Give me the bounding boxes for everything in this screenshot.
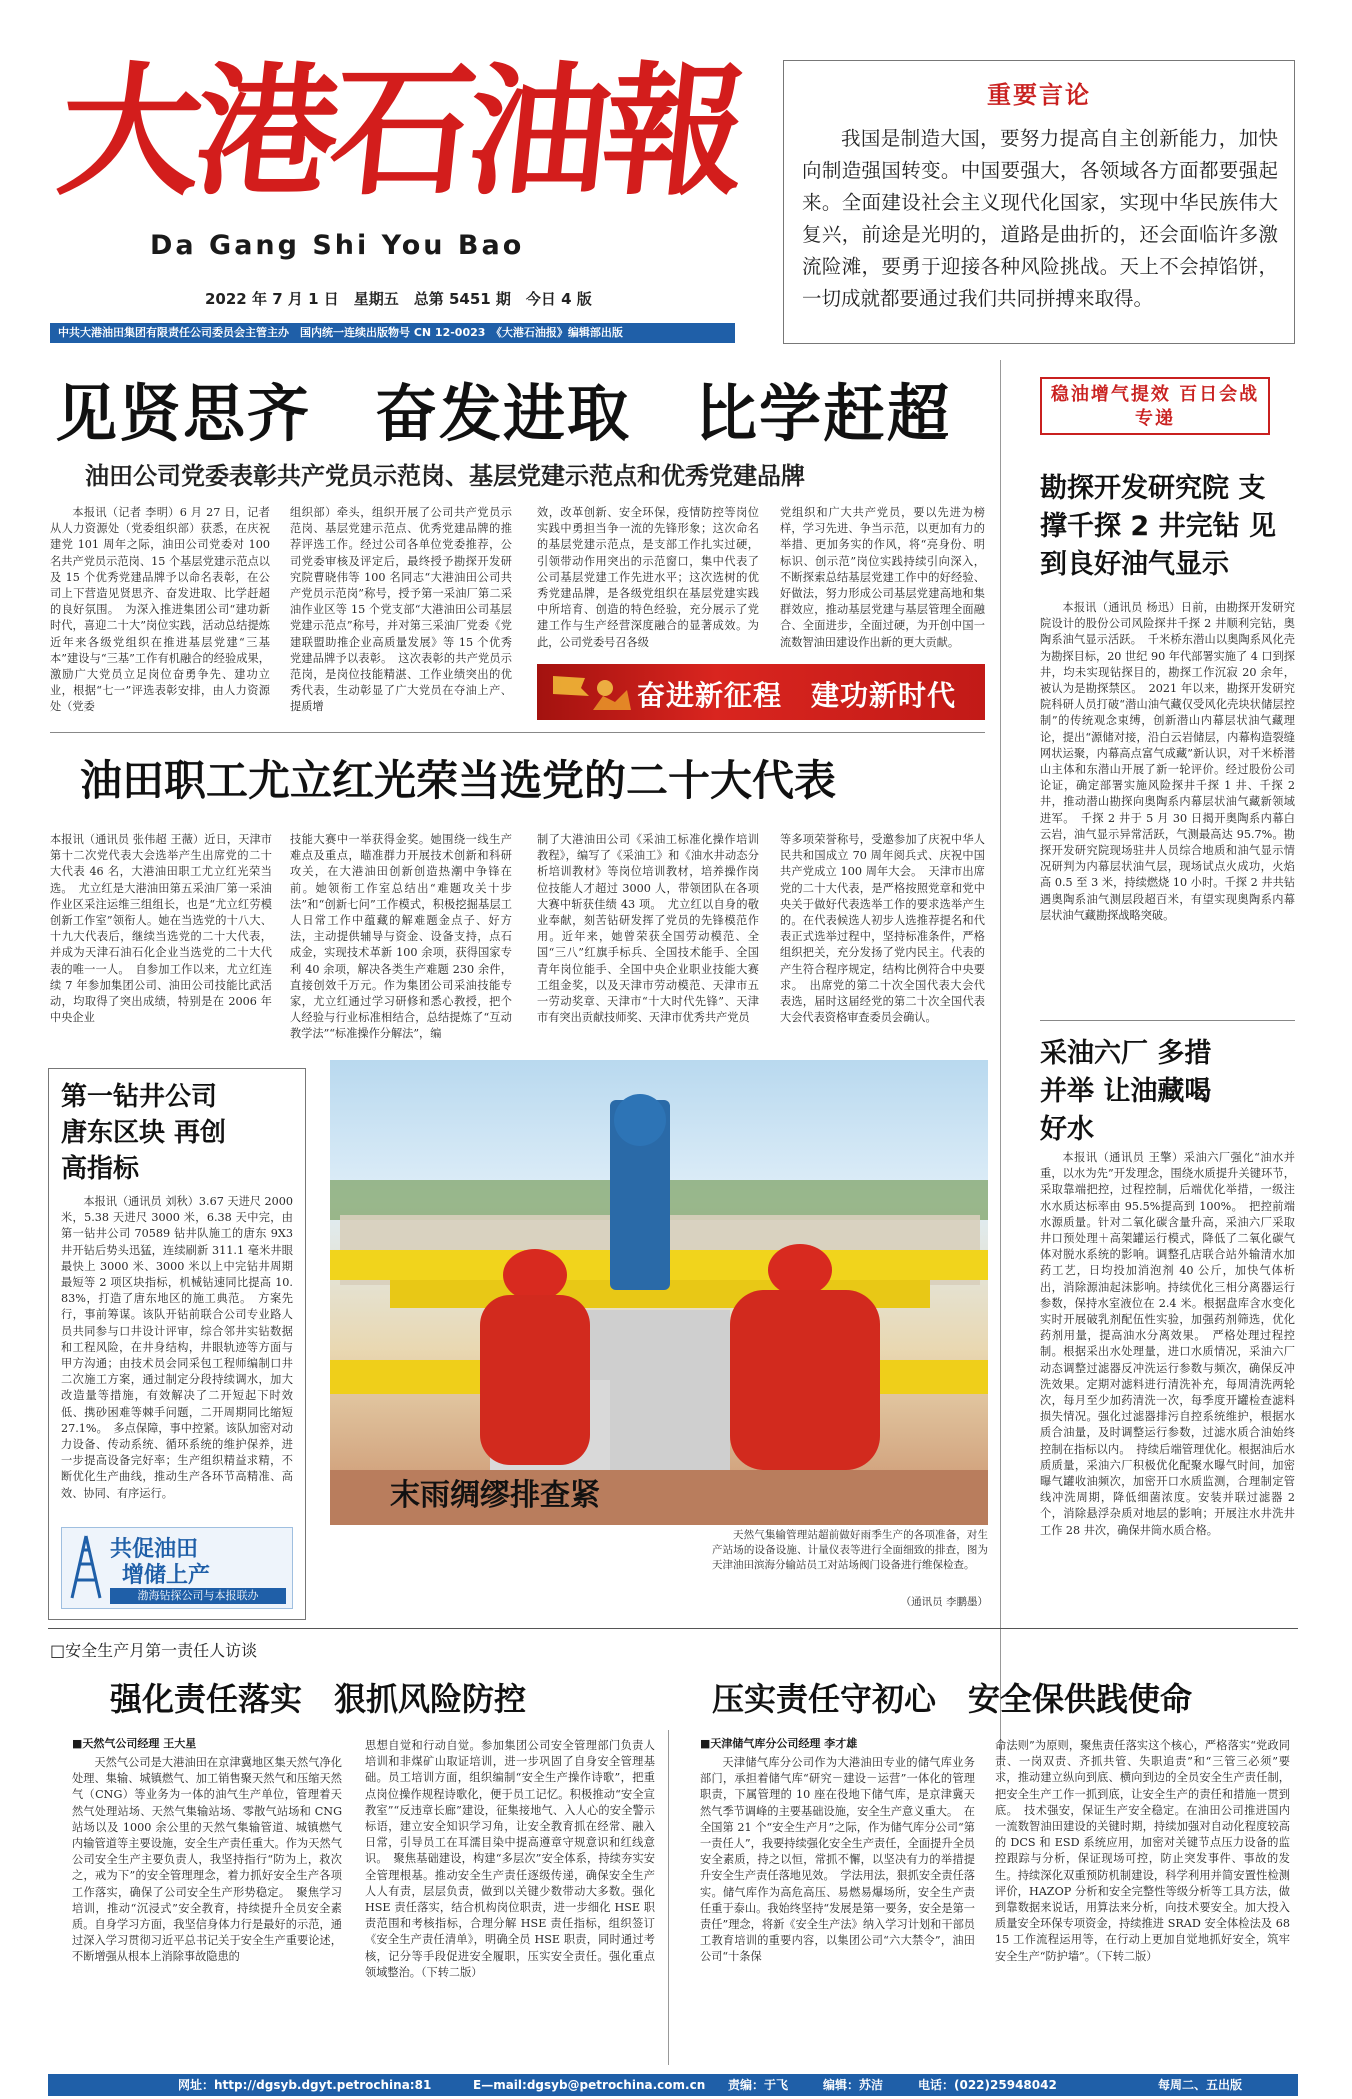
divider [48, 1628, 1298, 1629]
side1-body: 本报讯（通讯员 杨迅）日前，由勘探开发研究院设计的股份公司风险探井千探 2 井顺利完钻，奥陶系油气显示活跃。 千米桥东潜山以奥陶系风化壳为勘探目标，20 世纪 90 年代部署实施了 4 口到探井，均未实现钻探目的，勘探工作沉寂 20 余年，被认为是勘探禁区。 2021 年以来，勘探开发研究院科研人员打破“潜山油气藏仅受风化壳块状储层控制”的传统观念束缚，创新潜山内幕层状油气藏理论，提出“源储对接，沿白云岩储层，内幕构造裂缝网状运聚，内幕高点富气成藏”新认识，对千米桥潜山主体和东潜山开展了新一轮评价。经过股份公司论证，确定部署实施风险探井千探 1 井、千探 2 井，推动潜山勘探向奥陶系内幕层状油气藏新领域进军。 千探 2 井于 5 月 30 日揭开奥陶系内幕白云岩，油气显示异常活跃，气测最高达 95.7%。勘探开发研究院现场驻井人员综合地质和油气显示情况研判为内幕层状油气层，现场试点火成功，火焰高 0.5 至 3 米，持续燃烧 10 小时。千探 2 井共钻遇奥陶系油气测层段超百米，有望实现奥陶系内幕层状油气藏勘探战略突破。 [1040, 601, 1295, 922]
dateline: 2022 年 7 月 1 日 星期五 总第 5451 期 今日 4 版 [205, 290, 592, 308]
footer-schedule: 每周二、五出版 [1158, 2078, 1243, 2092]
drill-box [48, 1068, 306, 1620]
delegate-col-2: 技能大赛中一举获得金奖。她围绕一线生产难点及重点，瞄准群力开展技术创新和科研攻关，在大港油田创新创造热潮中争锋在前。她领衔工作室总结出“难题攻关十步法”和“创新七问”工作模式，积极挖掘基层工人日常工作中蕴藏的解难题金点子、好方法，主动提供辅导与资金、设备支持，点石成金，实现技术革新 100 余项，获得国家专利 40 余项，解决各类生产难题 230 余件，直接创效千万元。作为集团公司采油技能专家，尤立红通过学习研修和悉心教授，把个人经验与行业标准相结合，总结提炼了“互动教学法”“标准操作分解法”，编 [290, 833, 512, 1041]
safety-right-col-2: 命法则”为原则，聚焦责任落实这个核心，严格落实“党政同责、一岗双责、齐抓共管、失职追责”和“三管三必须”要求，推动建立纵向到底、横向到边的全员安全生产责任制，把安全生产工作一抓到底，让安全生产的责任和措施一贯到底。 技术强安，保证生产安全稳定。在油田公司推进国内一流数智油田建设的关键时期，持续加强对自动化程度较高的 DCS 和 ESD 系统应用，加密对关键节点压力设备的监控跟踪与分析，保证现场可控，防止突发事件、事故的发生。持续深化双重预防机制建设，科学利用并简安置性检测评价，HAZOP 分析和安全完整性等级分析等工具方法，做到靠数据来说话，用算法来分析，向技术要安全。加大投入质量安全环保专项资金，持续推进 SRAD 安全体检法及 6815 工作流程运用等，在行动上更加自觉地抓好安全，筑牢安全生产“防护墙”。（下转二版） [995, 1739, 1290, 1963]
footer-email[interactable]: E—mail:dgsyb@petrochina.com.cn [473, 2078, 706, 2092]
footer-editor: 责编：于飞 [728, 2078, 789, 2092]
side1-headline: 勘探开发研究院 支撑千探 2 井完钻 见到良好油气显示 [1040, 473, 1276, 580]
delegate-col-1: 本报讯（通讯员 张伟超 王薇）近日，天津市第十二次党代表大会选举产生出席党的二十大代表 46 名，大港油田职工尤立红光荣当选。 尤立红是大港油田第五采油厂第一采油作业区采注运维三组组长，也是“尤立红劳模创新工作室”领衔人。她在当选党的十八大、十九大代表后，继续当选党的二十大代表，并成为天津石油石化企业当选党的二十大代表的唯一一人。 自参加工作以来，尤立红连续 7 年参加集团公司、油田公司技能比武活动，均取得了突出成绩，特别是在 2006 年中央企业 [50, 833, 272, 1025]
footer-bar [48, 2074, 1298, 2096]
divider [1040, 1020, 1295, 1021]
photo-caption-box [712, 1528, 988, 1613]
safety-left-col-2: 思想自觉和行动自觉。参加集团公司安全管理部门负责人培训和非煤矿山取证培训，进一步巩固了自身安全管理基础。员工培训方面，组织编制“安全生产操作诗歌”，把重点岗位操作规程诗歌化，便于员工记忆。积极推动“安全宣教室”“反违章长廊”建设，征集接地气、入人心的安全警示标语，建立安全知识学习角，让安全教育抓在经常、融入日常，引导员工在耳濡目染中提高遵章守规意识和红线意识。 聚焦基础建设，构建“多层次”安全体系，持续夯实安全管理根基。推动安全生产责任逐级传递，确保安全生产人人有责，层层负责，做到以关键少数带动大多数。强化 HSE 责任落实，结合机构岗位职责，进一步细化 HSE 职责范围和考核指标，合理分解 HSE 责任指标，组织签订《安全生产责任清单》，明确全员 HSE 职责，同时通过考核，记分等手段促进安全履职，压实安全责任。强化重点领域整治。（下转二版） [365, 1739, 655, 1979]
drill-body: 本报讯（通讯员 刘秋）3.67 天进尺 2000 米，5.38 天进尺 3000 米，6.38 天中完，由第一钻井公司 70589 钻井队施工的唐东 9X3 井开钻后势头迅猛，连续刷新 311.1 毫米井眼最快上 3000 米、3000 米以上中完钻井周期最短等 2 项区块指标，机械钻速同比提高 10.83%，打造了唐东地区的施工典范。 方案先行，事前筹谋。该队开钻前联合公司专业路人员共同参与口井设计评审，综合邻井实钻数据和工程风险，在井身结构，井眼轨迹等方面与甲方沟通；由技术员会同采包工程师编制口井二次施工方案，通过制定分段持续调水，加大改造量等措施，有效解决了二开短起下时效低、携砂困难等棘手问题，二开周期同比缩短 27.1%。 多点保障，事中控紧。该队加密对动力设备、传动系统、循环系统的维护保养，进一步提高设备完好率；生产组织精益求精，不断优化生产曲线，推动生产各环节高精准、高效、协同、有序运行。 [61, 1195, 293, 1500]
quote-box [783, 60, 1295, 344]
footer-layout: 编辑：苏洁 [823, 2078, 884, 2092]
lead-col-2: 组织部）牵头，组织开展了公司共产党员示范岗、基层党建示范点、优秀党建品牌的推荐评选工作。经过公司各单位党委推荐，公司党委审核及评定后，最终授予勘探开发研究院曹晓伟等 100 名同志“大港油田公司共产党员示范岗”称号，授予第一采油厂第二采油作业区等 15 个党支部“大港油田公司基层党建示范点”称号，并对第三采油厂党委《党建联盟助推企业高质量发展》等 15 个优秀党建品牌予以表彰。 这次表彰的共产党员示范岗，是岗位技能精湛、工作业绩突出的优秀代表，生动彰显了广大党员在夺油上产、提质增 [290, 506, 512, 714]
safety-right-headline: 压实责任守初心 安全保供践使命 [712, 1680, 1193, 1718]
drill-logo-line2: 增储上产 [122, 1563, 211, 1588]
safety-right-col-1: 天津储气库分公司作为大港油田专业的储气库业务部门，承担着储气库“研究－建设－运营”一体化的管理职责，下属管理的 10 座在役地下储气库，是京津冀天然气季节调峰的主要基础设施，安全生产意义重大。 在全国第 21 个“安全生产月”之际，作为储气库分公司“第一责任人”，我要持续强化安全生产责任，全面提升全员安全素质，持之以恒，常抓不懈，以坚决有力的举措提升安全生产责任落地见效。 学法用法，狠抓安全责任落实。储气库作为高危高压、易燃易爆场所，安全生产责任重于泰山。我始终坚持“发展是第一要务，安全是第一责任”理念，将新《安全生产法》纳入学习计划和干部员工教育培训的重要内容，以集团公司“六大禁令”，油田公司“十条保 [700, 1756, 975, 1964]
photo [330, 1060, 988, 1525]
flag-graphic-icon [545, 670, 635, 714]
lead-banner [537, 664, 985, 720]
drill-headline: 第一钻井公司 唐东区块 再创高指标 [61, 1082, 227, 1184]
safety-right-byline: ■天津储气库分公司经理 李才雄 [700, 1737, 858, 1750]
drill-logo [61, 1527, 293, 1609]
side2-headline: 采油六厂 多措并举 让油藏喝好水 [1040, 1038, 1212, 1145]
lead-col-4: 党组织和广大共产党员，要以先进为榜样，学习先进、争当示范，以更加有力的举措、更加务实的作风，将“亮身份、明标识、创示范”岗位实践持续引向深入，不断探索总结基层党建工作中的好经验、好做法，努力形成公司基层党建高地和集群效应，推动基层党建与基层管理全面融合、全面进步，全面过硬，为开创中国一流数智油田建设作出新的更大贡献。 [780, 506, 985, 649]
safety-left-headline: 强化责任落实 狠抓风险防控 [110, 1680, 527, 1718]
side1-tag [1040, 377, 1270, 435]
sidebar-rule [1000, 360, 1001, 1770]
lead-subhead: 油田公司党委表彰共产党员示范岗、基层党建示范点和优秀党建品牌 [85, 462, 805, 490]
lead-banner-text: 奋进新征程 建功新时代 [637, 679, 957, 712]
masthead-title: 大港石油報 [51, 49, 749, 215]
delegate-headline: 油田职工尤立红光荣当选党的二十大代表 [80, 756, 837, 805]
footer-web[interactable]: 网址：http://dgsyb.dgyt.petrochina:81 [178, 2078, 432, 2092]
drill-logo-sub: 渤海钻探公司与本报联办 [110, 1588, 286, 1604]
lead-headline: 见贤思齐 奋发进取 比学赶超 [55, 377, 952, 450]
delegate-col-4: 等多项荣誉称号，受邀参加了庆祝中华人民共和国成立 70 周年阅兵式、庆祝中国共产党成立 100 周年大会。 天津市出席党的二十大代表，是严格按照党章和党中央关于做好代表选举工作的要求选举产生的。在代表候选人初步人选推荐提名和代表正式选举过程中，坚持标准条件，严格组织把关，充分发扬了党内民主。代表的产生符合程序规定，结构比例符合中央要求。 出席党的第二十次全国代表大会代表选，届时这届经党的第二十次全国代表大会代表资格审查委员会确认。 [780, 833, 985, 1025]
safety-label: □安全生产月第一责任人访谈 [50, 1641, 258, 1660]
quote-title: 重要言论 [987, 81, 1091, 109]
drill-logo-line1: 共促油田 [110, 1537, 199, 1562]
workers-photo [330, 1060, 988, 1525]
divider [50, 732, 985, 733]
side1-tag-text: 稳油增气提效 百日会战专递 [1050, 384, 1260, 429]
photo-caption: 天然气集输管理站超前做好雨季生产的各项准备，对生产站场的设备设施、计量仪表等进行全面细致的排查，图为天津油田滨海分输站员工对站场阀门设备进行维保检查。 [712, 1529, 988, 1571]
masthead [30, 49, 749, 358]
side2-body: 本报讯（通讯员 王擎）采油六厂强化“油水并重，以水为先”开发理念，围绕水质提升关键环节，采取靠端把控，过程控制，后端优化举措，一级注水水质达标率由 95.5%提高到 100%。 把控前端水源质量。针对二氧化碳含量升高，采油六厂采取井口预处理＋高架罐运行模式，降低了二氧化碳气体对脱水系统的影响。调整孔店联合站外输清水加药工艺，日均投加消泡剂 40 公斤，加快气体析出，消除源油起沫影响。持续优化三相分离器运行参数，保持水室液位在 2.4 米。根据盘库含水变化实时开展破乳剂配伍性实验，加强药剂筛选，优化药剂用量，提高油水分离效果。 严格处理过程控制。根据采出水处理量，进口水质情况，采油六厂动态调整过滤器反冲洗运行参数与频次，确保反冲洗效果。定期对滤料进行清洗补充，每周清洗两轮次，每月至少加药清洗一次，每季度开罐检查滤料损失情况。强化过滤器排污自控系统维护，根据水质合油量，及时调整运行参数，过滤水质合油始终控制在指标以内。 持续后端管理优化。根据油后水质质量，采油六厂积极优化配聚水曝气时间，加密曝气罐收油频次，加密开口水质监测，合理制定管线冲洗周期，降低细菌浓度。安装并联过滤器 2 个，消除悬浮杂质对地层的影响；开展注水井洗井工作 28 井次，确保井筒水质合格。 [1040, 1151, 1295, 1537]
masthead-pinyin: Da Gang Shi You Bao [150, 230, 525, 261]
masthead-bar: 中共大港油田集团有限责任公司委员会主管主办 国内统一连续出版物号 CN 12-0023 《大港石油报》编辑部出版 [50, 323, 735, 343]
photo-title: 末雨绸缪排查紧 [390, 1478, 600, 1513]
lead-col-1: 本报讯（记者 李明）6 月 27 日，记者从人力资源处（党委组织部）获悉，在庆祝建党 101 周年之际，油田公司党委对 100 名共产党员示范岗、15 个基层党建示范点以及 15 个优秀党建品牌予以命名表彰，在公司上下营造见贤思齐、奋发进取、比学赶超的良好氛围。 为深入推进集团公司“建功新时代，喜迎二十大”岗位实践，活动总结提炼近年来各级党组织在推进基层党建“三基本”建设与“三基”工作有机融合的经验成果，激励广大党员立足岗位奋勇争先、建功立业，根据“七一”评选表彰安排，由人力资源处（党委 [50, 506, 270, 714]
quote-text: 我国是制造大国，要努力提高自主创新能力，加快向制造强国转变。中国要强大，各领域各方面都要强起来。全面建设社会主义现代化国家，实现中华民族伟大复兴，前途是光明的，道路是曲折的，还会面临许多激流险滩，要勇于迎接各种风险挑战。天上不会掉馅饼，一切成就都要通过我们共同拼搏来取得。 [802, 127, 1278, 310]
lead-col-3: 效，改革创新、安全环保，疫情防控等岗位实践中勇担当争一流的先锋形象；这次命名的基层党建示范点，是支部工作扎实过硬，引领带动作用突出的示范窗口，集中代表了公司基层党建工作先进水平；这次选树的优秀党建品牌，是各级党组织在基层党建实践中所培育、创造的特色经验，充分展示了党建工作与生产经营深度融合的显著成效。为此，公司党委号召各级 [537, 506, 759, 649]
safety-left-byline: ■天然气公司经理 王大星 [72, 1737, 197, 1750]
footer-phone: 电话：(022)25948042 [918, 2078, 1057, 2092]
derrick-icon [68, 1534, 104, 1600]
safety-left-col-1: 天然气公司是大港油田在京津冀地区集天然气净化处理、集输、城镇燃气、加工销售聚天然气和压缩天然气（CNG）等业务为一体的油气生产单位，管理着天然气处理站场、天然气集输站场、零散气站场和 CNG 站场以及 1000 余公里的天然气集输管道、城镇燃气内输管道等主要设施，安全生产责任重大。作为天然气公司安全生产主要负责人，我坚持指行“防为上，救次之，戒为下”的安全管理理念，着力抓好安全生产各项工作落实，确保了公司安全生产形势稳定。 聚焦学习培训，推动“沉浸式”安全教育，持续提升全员安全素质。自身学习方面，我坚信身体力行是最好的示范，通过深入学习贯彻习近平总书记关于安全生产重要论述，不断增强从根本上消除事故隐患的 [72, 1756, 342, 1964]
photo-credit: （通讯员 李鹏墨） [900, 1596, 988, 1608]
safety-mid-rule [668, 1730, 669, 2065]
delegate-col-3: 制了大港油田公司《采油工标准化操作培训教程》，编写了《采油工》和《油水井动态分析培训教材》等岗位培训教材，培养操作岗位技能人才超过 3000 人，带领团队在各项大赛中斩获佳绩 43 项。 尤立红以自身的敬业奉献，刻苦钻研发挥了党员的先锋模范作用。近年来，她曾荣获全国劳动模范、全国“三八”红旗手标兵、全国技术能手、全国青年岗位能手、全国中央企业职业技能大赛工组金奖，以及天津市劳动模范、天津市五一劳动奖章、天津市“十大时代先锋”、天津市有突出贡献技师奖、天津市优秀共产党员 [537, 833, 759, 1025]
